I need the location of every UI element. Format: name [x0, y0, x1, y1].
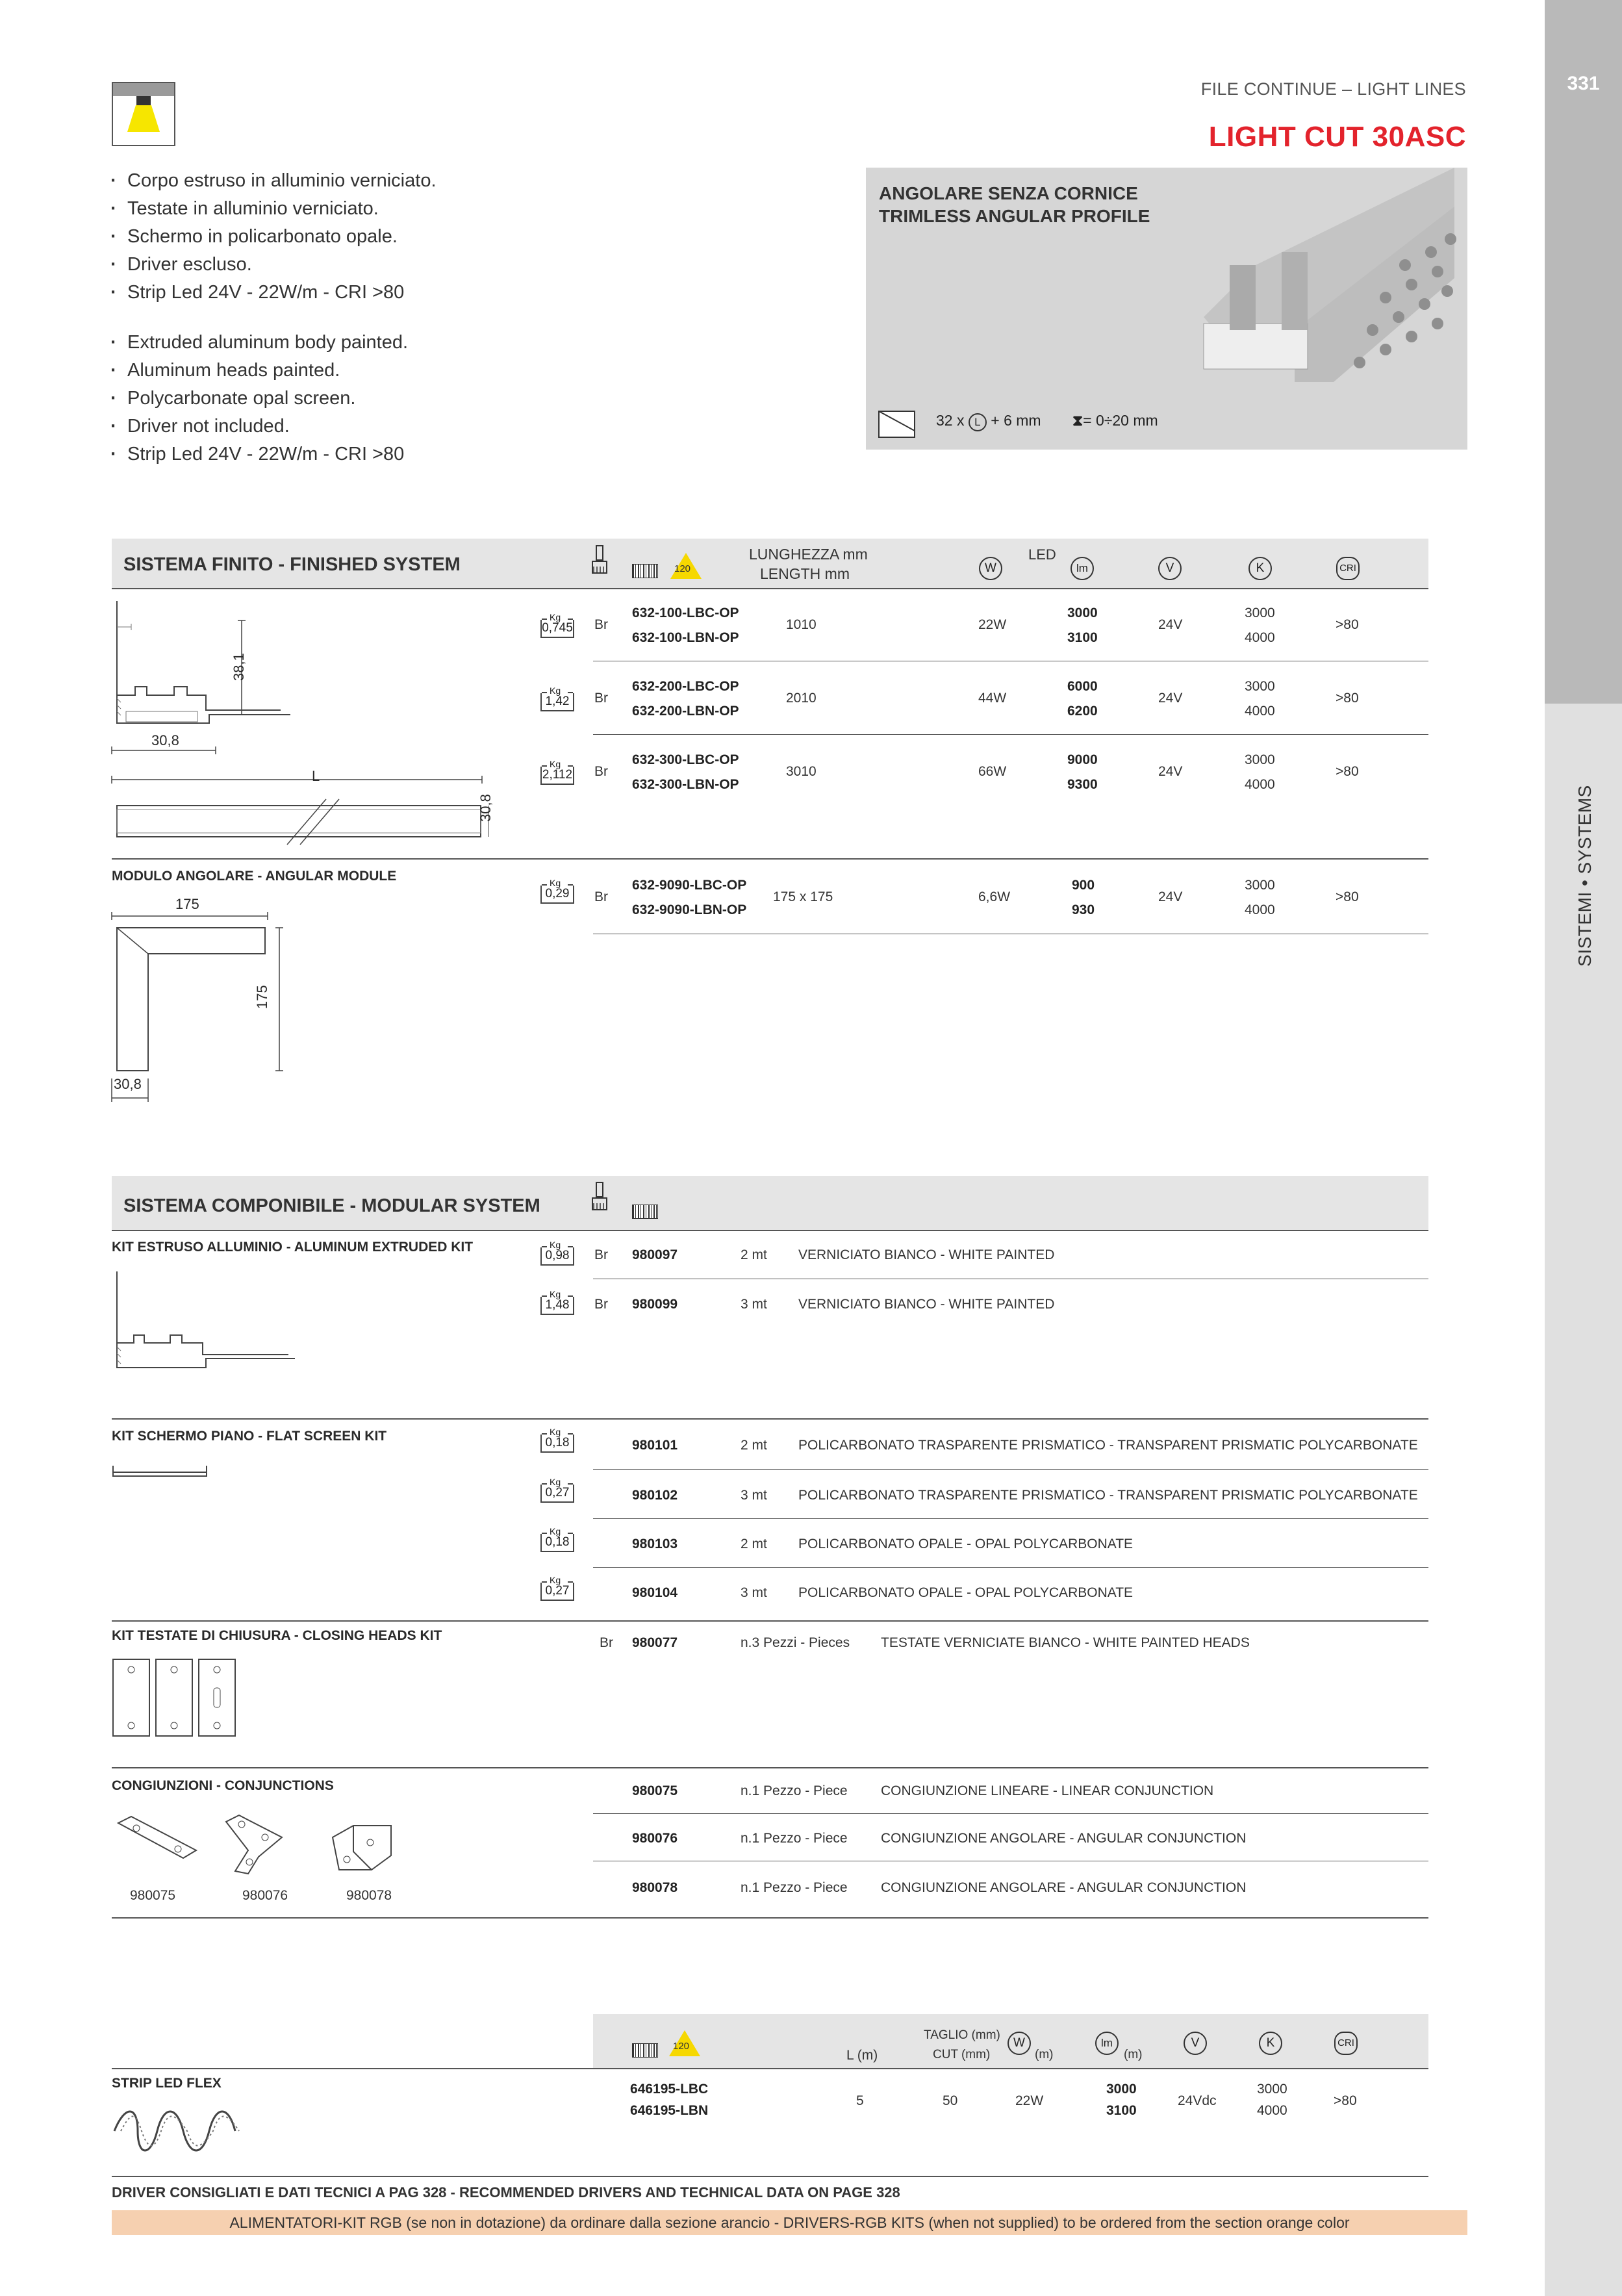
kelvin-value: 3000: [1245, 679, 1275, 694]
weight-value: 1,42: [540, 693, 574, 711]
divider: [593, 1518, 1428, 1519]
kelvin-value: 4000: [1257, 2103, 1287, 2118]
cri-value: >80: [1336, 764, 1359, 779]
lumen-value: 6200: [1067, 704, 1098, 719]
length-value: 3 mt: [741, 1297, 767, 1312]
kelvin-value: 3000: [1257, 2082, 1287, 2097]
conjunction-label: 980076: [242, 1888, 288, 1903]
orange-banner: ALIMENTATORI-KIT RGB (se non in dotazione) da ordinare dalla sezione arancio - DRIVERS-RGB KITS (when not supplied) to be ordered from the section orange color: [112, 2210, 1467, 2235]
product-code: 980076: [632, 1831, 678, 1846]
kg-label: Kg: [550, 1575, 561, 1585]
side-tab: [1545, 0, 1622, 2296]
description: CONGIUNZIONE LINEARE - LINEAR CONJUNCTION: [881, 1783, 1214, 1798]
voltage-value: 24Vdc: [1178, 2093, 1217, 2108]
length-symbol: L: [969, 413, 987, 431]
weight-badge: [540, 1289, 574, 1315]
strip-title: STRIP LED FLEX: [112, 2076, 222, 2091]
cri-value: >80: [1336, 691, 1359, 706]
voltage-value: 24V: [1158, 691, 1183, 706]
product-code: 980103: [632, 1537, 678, 1551]
length-value: 2 mt: [741, 1537, 767, 1551]
cri-icon: CRI: [1336, 557, 1360, 580]
volt-icon: V: [1158, 557, 1182, 580]
kelvin-value: 4000: [1245, 704, 1275, 719]
page-number: 331: [1567, 73, 1600, 94]
painted-finish-icon: [591, 544, 611, 577]
section-title: SISTEMA COMPONIBILE - MODULAR SYSTEM: [123, 1195, 540, 1216]
kg-label: Kg: [550, 685, 561, 696]
col-length-it: LUNGHEZZA mm: [749, 546, 868, 563]
feature-item: · Strip Led 24V - 22W/m - CRI >80: [110, 279, 437, 307]
kelvin-value: 4000: [1245, 630, 1275, 645]
divider: [112, 1418, 1428, 1420]
length-value: 2 mt: [741, 1247, 767, 1262]
dim-angular-c: 30,8: [114, 1076, 142, 1092]
cri-value: >80: [1336, 617, 1359, 632]
kg-label: Kg: [550, 1526, 561, 1537]
dim-side: 30,8: [477, 794, 494, 822]
depth-range: [1072, 412, 1158, 429]
length-value: 2 mt: [741, 1438, 767, 1453]
description: TESTATE VERNICIATE BIANCO - WHITE PAINTED HEADS: [881, 1635, 1250, 1650]
finish-code: Br: [594, 691, 608, 706]
angular-module-title: MODULO ANGOLARE - ANGULAR MODULE: [112, 869, 397, 884]
kelvin-value: 3000: [1245, 752, 1275, 767]
lumen-value: 3000: [1106, 2082, 1137, 2097]
quantity: n.1 Pezzo - Piece: [741, 1880, 848, 1895]
weight-badge: [540, 1526, 574, 1552]
weight-value: 0,29: [540, 886, 574, 904]
finish-code: Br: [600, 1635, 613, 1650]
lumen-value: 6000: [1067, 679, 1098, 694]
weight-badge: [540, 759, 574, 785]
weight-badge: [540, 1477, 574, 1503]
kg-label: Kg: [550, 1289, 561, 1299]
extruded-kit-drawing: [112, 1270, 307, 1400]
conjunction-label: 980078: [346, 1888, 392, 1903]
description: VERNICIATO BIANCO - WHITE PAINTED: [798, 1297, 1055, 1312]
length-value: 175 x 175: [773, 889, 833, 904]
length-value: 1010: [786, 617, 817, 632]
weight-value: 1,48: [540, 1297, 574, 1315]
weight-badge: [540, 685, 574, 711]
features-english: [110, 329, 408, 468]
kelvin-value: 3000: [1245, 606, 1275, 620]
photo-caption-it: ANGOLARE SENZA CORNICE: [879, 183, 1138, 203]
divider: [593, 734, 1428, 735]
product-code: 980077: [632, 1635, 678, 1650]
description: CONGIUNZIONE ANGOLARE - ANGULAR CONJUNCTION: [881, 1831, 1247, 1846]
profile-length-drawing: [112, 760, 488, 838]
cut-suffix: + 6 mm: [991, 412, 1041, 429]
lumen-value: 9000: [1067, 752, 1098, 767]
voltage-value: 24V: [1158, 617, 1183, 632]
finish-code: Br: [594, 889, 608, 904]
product-code: 646195-LBC: [630, 2082, 709, 2097]
divider: [112, 858, 1428, 860]
watt-icon: W: [979, 557, 1002, 580]
cut-dimension: [936, 412, 1041, 431]
dim-width: 30,8: [151, 732, 179, 748]
power-value: 66W: [978, 764, 1007, 779]
col-cut-en: CUT (mm): [933, 2048, 991, 2061]
modular-system-header: [112, 1176, 1428, 1231]
length-value: 3 mt: [741, 1585, 767, 1600]
kg-label: Kg: [550, 1477, 561, 1487]
kit-extruded-title: KIT ESTRUSO ALLUMINIO - ALUMINUM EXTRUDED KIT: [112, 1240, 474, 1255]
product-code: 980101: [632, 1438, 678, 1453]
power-value: 6,6W: [978, 889, 1011, 904]
product-title: LIGHT CUT 30ASC: [1208, 121, 1466, 153]
product-code: 632-9090-LBN-OP: [632, 902, 747, 917]
category-title: FILE CONTINUE – LIGHT LINES: [1200, 79, 1466, 99]
flat-screen-drawing: [112, 1463, 216, 1483]
features-italian: [110, 167, 437, 307]
painted-finish-icon: [591, 1181, 611, 1214]
finish-code: Br: [594, 1247, 608, 1262]
description: POLICARBONATO OPALE - OPAL POLYCARBONATE: [798, 1585, 1134, 1600]
section-label: SISTEMI • SYSTEMS: [1575, 785, 1595, 967]
power-value: 22W: [978, 617, 1007, 632]
lumen-value: 930: [1072, 902, 1095, 917]
divider: [112, 1230, 1428, 1231]
divider: [593, 1813, 1428, 1814]
divider: [112, 2176, 1428, 2177]
weight-value: 0,18: [540, 1435, 574, 1453]
product-code: 632-100-LBC-OP: [632, 606, 739, 620]
watt-icon: W: [1007, 2032, 1031, 2055]
dim-angular-a: 175: [175, 896, 199, 912]
lumen-value: 9300: [1067, 777, 1098, 792]
weight-badge: [540, 1575, 574, 1601]
finish-code: Br: [594, 764, 608, 779]
length-value: 3010: [786, 764, 817, 779]
feature-item: · Strip Led 24V - 22W/m - CRI >80: [110, 440, 408, 468]
length-value: 3 mt: [741, 1488, 767, 1503]
kelvin-icon: K: [1259, 2032, 1282, 2055]
lumen-value: 3100: [1106, 2103, 1137, 2118]
kelvin-value: 4000: [1245, 902, 1275, 917]
kg-label: Kg: [550, 759, 561, 769]
col-led: LED: [1028, 546, 1056, 563]
driver-note: DRIVER CONSIGLIATI E DATI TECNICI A PAG 328 - RECOMMENDED DRIVERS AND TECHNICAL DATA ON PAGE 328: [112, 2184, 900, 2200]
strip-led-drawing: [112, 2105, 248, 2157]
kg-label: Kg: [550, 1240, 561, 1250]
divider: [112, 1767, 1428, 1768]
weight-value: 0,27: [540, 1583, 574, 1601]
unit-label: (m): [1124, 2048, 1143, 2061]
voltage-value: 24V: [1158, 889, 1183, 904]
feature-item: · Testate in alluminio verniciato.: [110, 195, 437, 223]
cri-value: >80: [1336, 889, 1359, 904]
feature-item: · Driver not included.: [110, 413, 408, 440]
divider: [112, 1620, 1428, 1622]
depth-value: = 0÷20 mm: [1083, 412, 1158, 429]
weight-value: 0,745: [540, 620, 574, 638]
description: POLICARBONATO OPALE - OPAL POLYCARBONATE: [798, 1537, 1134, 1551]
feature-item: · Driver escluso.: [110, 251, 437, 279]
product-code: 632-300-LBN-OP: [632, 777, 739, 792]
kit-heads-title: KIT TESTATE DI CHIUSURA - CLOSING HEADS KIT: [112, 1628, 442, 1643]
feature-item: · Polycarbonate opal screen.: [110, 385, 408, 413]
weight-value: 0,27: [540, 1485, 574, 1503]
barcode-icon: [632, 2043, 658, 2058]
kg-label: Kg: [550, 1427, 561, 1437]
length-value: 2010: [786, 691, 817, 706]
divider: [112, 1917, 1428, 1919]
feature-item: · Extruded aluminum body painted.: [110, 329, 408, 357]
dim-angular-b: 175: [254, 985, 270, 1009]
product-code: 980102: [632, 1488, 678, 1503]
product-code: 632-9090-LBC-OP: [632, 878, 747, 893]
volt-icon: V: [1184, 2032, 1207, 2055]
unit-label: (m): [1035, 2048, 1054, 2061]
beam-angle-badge: [669, 2030, 700, 2056]
finish-code: Br: [594, 1297, 608, 1312]
description: CONGIUNZIONE ANGOLARE - ANGULAR CONJUNCTION: [881, 1880, 1247, 1895]
cut-prefix: 32 x: [936, 412, 965, 429]
beam-angle: 120: [673, 2041, 690, 2052]
cri-icon: CRI: [1334, 2032, 1358, 2055]
depth-icon: ⧗: [1072, 412, 1083, 429]
barcode-icon: [632, 564, 658, 578]
product-code: 632-100-LBN-OP: [632, 630, 739, 645]
profile-render-graphic: [866, 168, 1467, 450]
recessed-light-icon: [112, 82, 175, 146]
quantity: n.1 Pezzo - Piece: [741, 1831, 848, 1846]
feature-item: · Aluminum heads painted.: [110, 357, 408, 385]
kelvin-value: 3000: [1245, 878, 1275, 893]
product-code: 980104: [632, 1585, 678, 1600]
weight-value: 0,98: [540, 1247, 574, 1266]
quantity: n.3 Pezzi - Pieces: [741, 1635, 850, 1650]
cri-value: >80: [1334, 2093, 1357, 2108]
divider: [593, 1567, 1428, 1568]
product-code: 646195-LBN: [630, 2103, 709, 2118]
col-cut-it: TAGLIO (mm): [924, 2028, 1000, 2042]
quantity: n.1 Pezzo - Piece: [741, 1783, 848, 1798]
power-value: 44W: [978, 691, 1007, 706]
lumen-icon: lm: [1071, 557, 1094, 580]
product-code: 980097: [632, 1247, 678, 1262]
weight-value: 2,112: [540, 767, 574, 785]
finish-code: Br: [594, 617, 608, 632]
product-code: 632-300-LBC-OP: [632, 752, 739, 767]
product-code: 980099: [632, 1297, 678, 1312]
beam-angle-badge: [670, 553, 702, 579]
side-tab-dark: [1545, 0, 1622, 704]
section-title: SISTEMA FINITO - FINISHED SYSTEM: [123, 554, 461, 575]
conjunction-label: 980075: [130, 1888, 176, 1903]
closing-heads-drawing: [112, 1658, 242, 1742]
product-code: 632-200-LBC-OP: [632, 679, 739, 694]
description: VERNICIATO BIANCO - WHITE PAINTED: [798, 1247, 1055, 1262]
lumen-icon: lm: [1095, 2032, 1119, 2055]
description: POLICARBONATO TRASPARENTE PRISMATICO - TRANSPARENT PRISMATIC POLYCARBONATE: [798, 1438, 1418, 1453]
weight-value: 0,18: [540, 1534, 574, 1552]
dim-length: L: [312, 768, 320, 784]
weight-badge: [540, 878, 574, 904]
weight-badge: [540, 1240, 574, 1266]
lumen-value: 3000: [1067, 606, 1098, 620]
col-length-en: LENGTH mm: [760, 565, 850, 582]
product-code: 980075: [632, 1783, 678, 1798]
kg-label: Kg: [550, 878, 561, 888]
col-length: L (m): [846, 2048, 878, 2063]
dim-height: 38,1: [231, 653, 247, 681]
product-photo: [866, 168, 1467, 450]
conjunctions-title: CONGIUNZIONI - CONJUNCTIONS: [112, 1778, 334, 1793]
kelvin-icon: K: [1248, 557, 1272, 580]
cut-value: 50: [943, 2093, 958, 2108]
beam-angle: 120: [674, 563, 691, 574]
feature-item: · Schermo in policarbonato opale.: [110, 223, 437, 251]
photo-caption-en: TRIMLESS ANGULAR PROFILE: [879, 206, 1150, 226]
kg-label: Kg: [550, 612, 561, 622]
length-value: 5: [856, 2093, 864, 2108]
weight-badge: [540, 1427, 574, 1453]
product-code: 980078: [632, 1880, 678, 1895]
feature-item: · Corpo estruso in alluminio verniciato.: [110, 167, 437, 195]
divider: [112, 2068, 1428, 2069]
power-value: 22W: [1015, 2093, 1044, 2108]
conjunctions-drawing: [112, 1811, 398, 1883]
kit-screen-title: KIT SCHERMO PIANO - FLAT SCREEN KIT: [112, 1429, 387, 1444]
lumen-value: 3100: [1067, 630, 1098, 645]
weight-badge: [540, 612, 574, 638]
product-code: 632-200-LBN-OP: [632, 704, 739, 719]
voltage-value: 24V: [1158, 764, 1183, 779]
kelvin-value: 4000: [1245, 777, 1275, 792]
lumen-value: 900: [1072, 878, 1095, 893]
divider: [593, 1469, 1428, 1470]
description: POLICARBONATO TRASPARENTE PRISMATICO - TRANSPARENT PRISMATIC POLYCARBONATE: [798, 1488, 1418, 1503]
barcode-icon: [632, 1205, 658, 1219]
divider: [112, 588, 1428, 589]
